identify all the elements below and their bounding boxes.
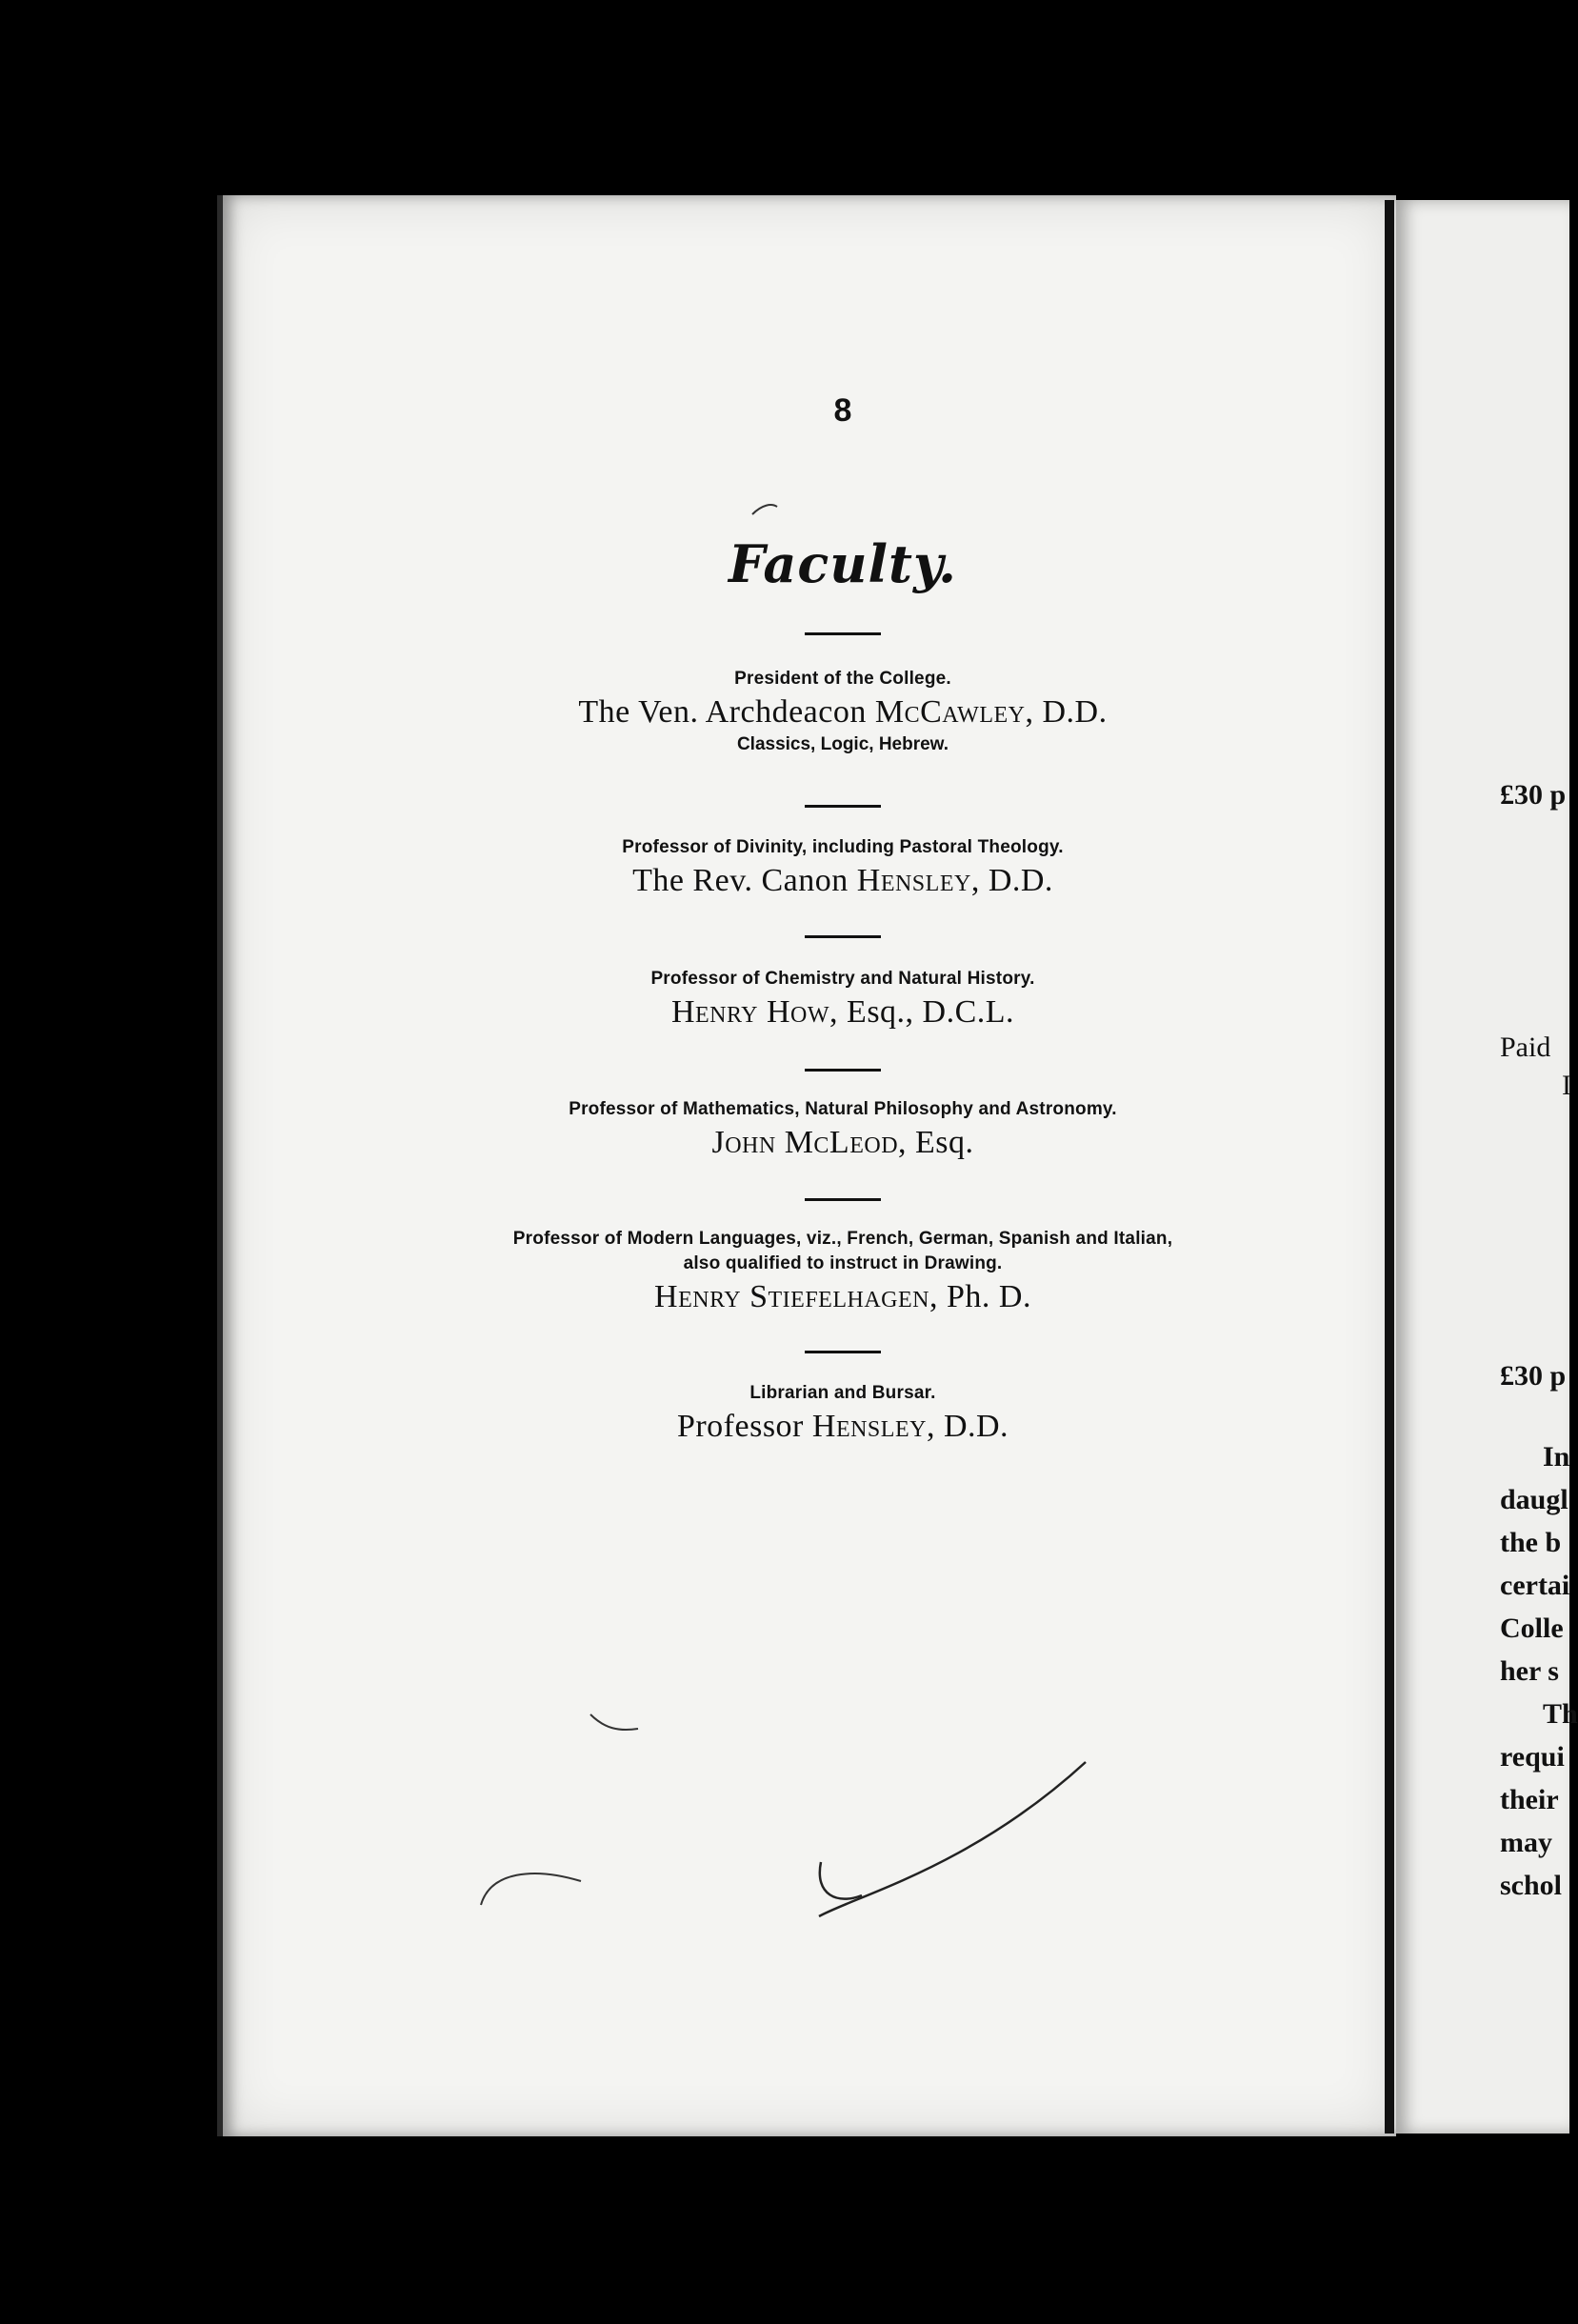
faculty-role: Professor of Chemistry and Natural History. <box>650 969 1035 989</box>
right-fragment: I <box>1562 1070 1571 1101</box>
right-fragment: £30 p <box>1500 779 1567 811</box>
faculty-role-line2: also qualified to instruct in Drawing. <box>683 1253 1003 1273</box>
pen-stroke <box>481 1873 581 1905</box>
pen-stroke <box>590 1714 638 1730</box>
faculty-name: The Rev. Canon Hensley, D.D. <box>632 863 1053 898</box>
right-fragment: requi <box>1500 1741 1565 1773</box>
faculty-role: President of the College. <box>734 669 951 689</box>
right-fragment: Paid <box>1500 1032 1551 1063</box>
right-fragment: In <box>1543 1441 1570 1473</box>
right-fragment: certai <box>1500 1570 1570 1601</box>
faculty-name: John McLeod, Esq. <box>711 1125 974 1160</box>
pen-stroke <box>752 505 777 514</box>
faculty-role: Professor of Modern Languages, viz., French, German, Spanish and Italian, <box>512 1229 1173 1249</box>
faculty-name: Henry How, Esq., D.C.L. <box>670 994 1015 1030</box>
faculty-role: Librarian and Bursar. <box>749 1383 936 1403</box>
faculty-subjects: Classics, Logic, Hebrew. <box>736 734 949 754</box>
right-fragment: Th <box>1543 1698 1578 1730</box>
right-fragment: £30 p <box>1500 1360 1567 1392</box>
pen-stroke <box>820 1862 862 1899</box>
faculty-role: Professor of Mathematics, Natural Philosophy and Astronomy. <box>569 1099 1117 1119</box>
faculty-name: Henry Stiefelhagen, Ph. D. <box>654 1279 1031 1314</box>
faculty-name: The Ven. Archdeacon McCawley, D.D. <box>578 694 1108 730</box>
pen-stroke <box>819 1762 1086 1916</box>
right-fragment: Colle <box>1500 1613 1564 1644</box>
right-fragment: daugl <box>1500 1484 1568 1515</box>
right-fragment: schol <box>1500 1870 1563 1901</box>
page-number: 8 <box>833 392 852 429</box>
faculty-role: Professor of Divinity, including Pastoral Theology. <box>622 837 1064 857</box>
right-fragment: may <box>1500 1827 1552 1858</box>
right-fragment: their <box>1500 1784 1559 1815</box>
page-heading: Faculty. <box>729 533 957 594</box>
right-fragment: her s <box>1500 1655 1559 1687</box>
right-fragment: the b <box>1500 1527 1562 1558</box>
faculty-name: Professor Hensley, D.D. <box>676 1409 1009 1444</box>
